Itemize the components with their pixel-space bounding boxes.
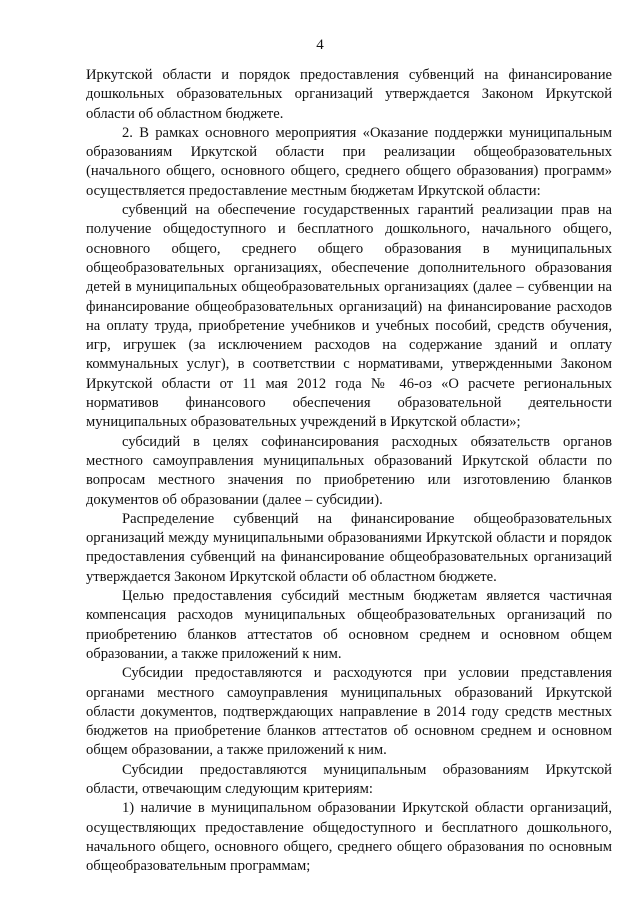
document-body [86, 66, 612, 876]
paragraph-subventions: субвенций на обеспечение государственных гарантий реализации прав на получение общедоступного и бесплатного дошкольного, начального общего, основного общего, среднего общего образования в муниципальных общеобразовательных организациях, обеспечение дополнительного образования детей в муниципальных общеобразовательных организациях (далее – субвенции на финансирование общеобразовательных организаций) на финансирование расходов на оплату труда, приобретение учебников и учебных пособий, средств обучения, игр, игрушек (за исключением расходов на содержание зданий и оплату коммунальных услуг), в соответствии с нормативами, утвержденными Законом Иркутской области от 11 мая 2012 года № 46-оз «О расчете региональных нормативов финансового обеспечения образовательной деятельности муниципальных образовательных учреждений в Иркутской области»; [86, 202, 612, 431]
paragraph-criterion-1: 1) наличие в муниципальном образовании Иркутской области организаций, осуществляющих предоставление общедоступного и бесплатного дошкольного, начального общего, основного общего, среднего общего образования по основным общеобразовательным программам; [86, 800, 612, 875]
paragraph-conditions: Субсидии предоставляются и расходуются при условии представления органами местного самоуправления муниципальных образований Иркутской области документов, подтверждающих направление в 2014 году средств местных бюджетов на приобретение бланков аттестатов об основном среднем и основном общем образовании, а также приложений к ним. [86, 665, 612, 759]
paragraph-criteria: Субсидии предоставляются муниципальным образованиям Иркутской области, отвечающим следующим критериям: [86, 761, 612, 797]
paragraph-distribution: Распределение субвенций на финансирование общеобразовательных организаций между муниципальными образованиями Иркутской области и порядок предоставления субвенций на финансирование общеобразовательных организаций утверждается Законом Иркутской области об областном бюджете. [86, 510, 612, 585]
paragraph-subsidies: субсидий в целях софинансирования расходных обязательств органов местного самоуправления муниципальных образований Иркутской области по вопросам местного значения по приобретению или изготовлению бланков документов об образовании (далее – субсидии). [86, 433, 612, 508]
page-number: 4 [316, 37, 324, 53]
paragraph-continuation: Иркутской области и порядок предоставления субвенций на финансирование дошкольных образовательных организаций утверждается Законом Иркутской области об областном бюджете. [86, 67, 612, 122]
paragraph-item-2: 2. В рамках основного мероприятия «Оказание поддержки муниципальным образованиям Иркутской области при реализации общеобразовательных (начального общего, основного общего, среднего общего образования) программ» осуществляется предоставление местным бюджетам Иркутской области: [86, 124, 612, 199]
paragraph-purpose: Целью предоставления субсидий местным бюджетам является частичная компенсация расходов муниципальных общеобразовательных организаций по приобретению бланков аттестатов об основном среднем и основном общем образовании, а также приложений к ним. [86, 588, 612, 662]
